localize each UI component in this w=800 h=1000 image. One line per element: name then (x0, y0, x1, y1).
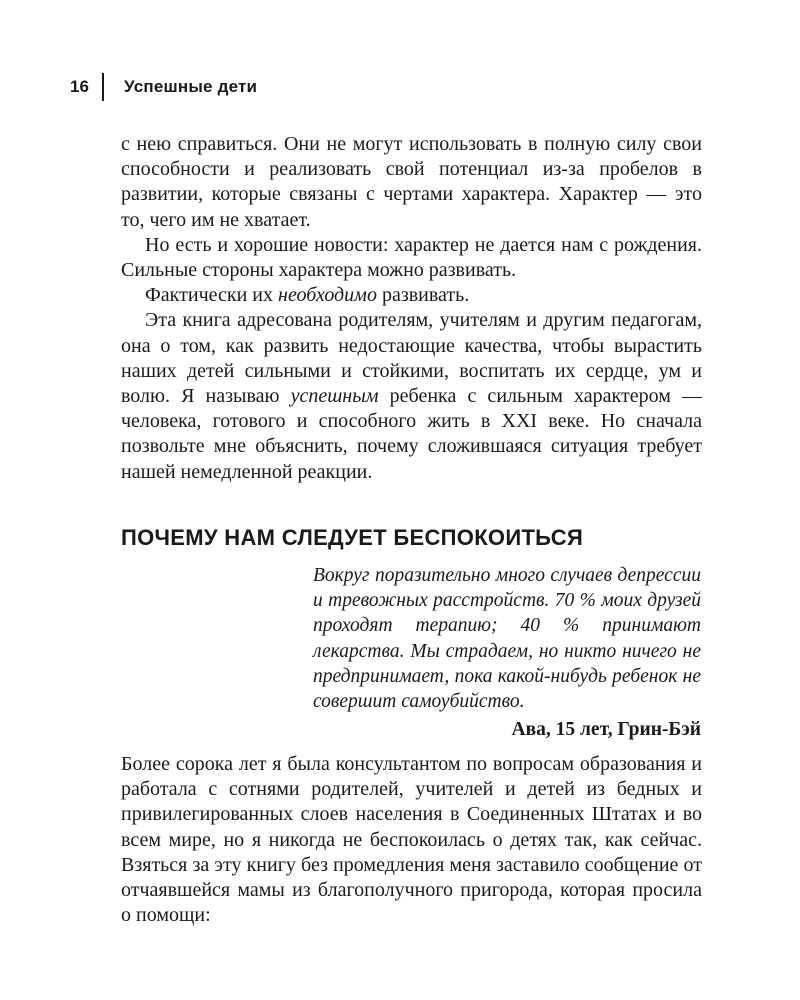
paragraph: с нею справиться. Они не могут использовать в полную силу свои способности и реализовать свой потенциал из-за пробелов в развитии, которые связаны с чертами характера. Характер — это то, чего им не хватает. (121, 133, 702, 231)
page-header (70, 72, 257, 102)
section-heading: ПОЧЕМУ НАМ СЛЕДУЕТ БЕСПОКОИТЬСЯ (121, 525, 584, 550)
epigraph-attribution: Ава, 15 лет, Грин-Бэй (511, 719, 701, 741)
running-title: Успешные дети (124, 77, 258, 96)
epigraph-text: Вокруг поразительно много случаев депрессии и тревожных расстройств. 70 % моих друзей проходят терапию; 40 % принимают лекарства. Мы страдаем, но никто ничего не предпринимает, пока какой-нибудь ребенок не совершит самоубийство. (313, 565, 701, 713)
paragraph: Более сорока лет я была консультантом по вопросам образования и работала с сотнями родителей, учителей и детей из бедных и привилегированных слоев населения в Соединенных Штатах и во всем мире, но я никогда не беспокоилась о детях так, как сейчас. Взяться за эту книгу без промедления меня заставило сообщение от отчаявшейся мамы из благополучного пригорода, которая просила о помощи: (121, 753, 702, 927)
epigraph (313, 563, 701, 742)
page-number: 16 (70, 77, 89, 96)
header-divider (102, 73, 104, 101)
intro-text-block (121, 132, 702, 485)
paragraph: Фактически их необходимо развивать. (145, 284, 470, 307)
section-text-block (121, 752, 702, 928)
paragraph: Эта книга адресована родителям, учителям и другим педагогам, она о том, как развить недостающие качества, чтобы вырастить наших детей сильными и стойкими, воспитать их сердце, ум и волю. Я называю успешным ребенка с сильным характером — человека, готового и способного жить в XXI веке. Но сначала позвольте мне объяснить, почему сложившаяся ситуация требует нашей немедленной реакции. (121, 309, 702, 483)
paragraph: Но есть и хорошие новости: характер не дается нам с рождения. Сильные стороны характера можно развивать. (121, 233, 702, 282)
emphasis: необходимо (278, 284, 377, 307)
emphasis: успешным (290, 385, 379, 408)
